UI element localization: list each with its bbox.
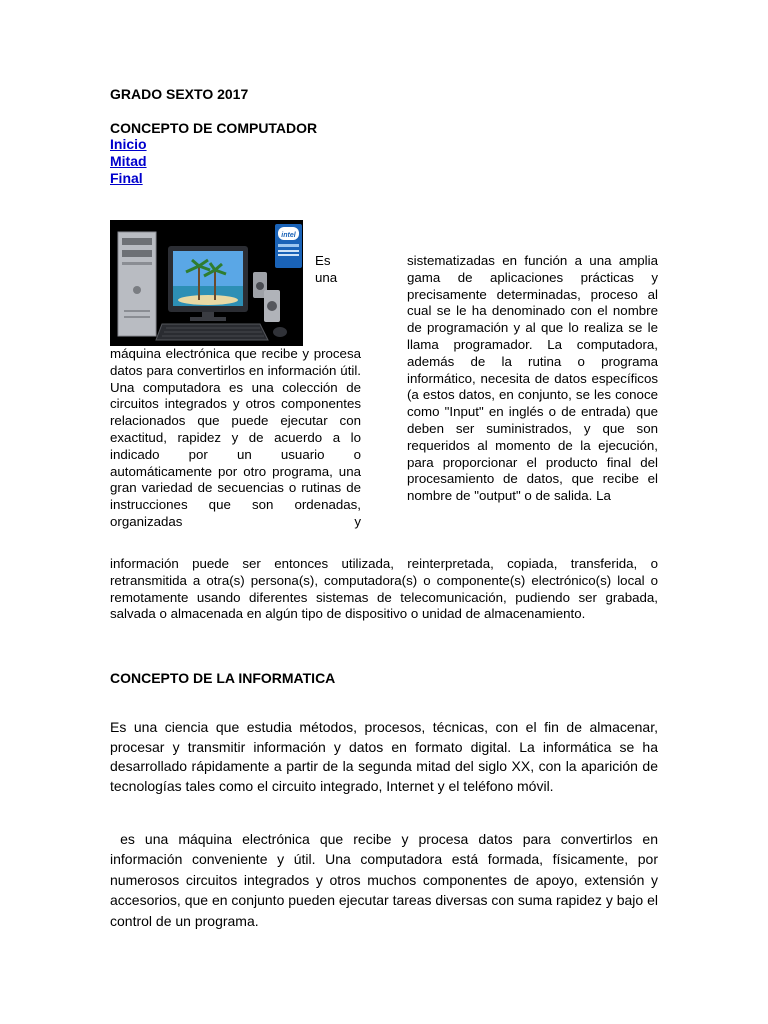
computer-photo (110, 220, 303, 346)
computadora-paragraph: es una máquina electrónica que recibe y procesa datos para convertirlos en información conveniente y útil. Una computadora está formada, físicamente, por numerosos circuitos integrados y otros muchos componentes de apoyo, extensión y accesorios, que en conjunto pueden ejecutar tareas diversas con suma rapidez y bajo el control de un programa. (110, 831, 662, 929)
desktop-computer-illustration (110, 220, 303, 346)
continuation-paragraph: información puede ser entonces utilizada, reinterpretada, copiada, transferida, o retransmitida a otra(s) persona(s), computadora(s) o componente(s) electrónico(s) local o remotamente usando diferentes sistemas de telecomunicación, pudiendo ser grabada, salvada o almacenada en algún tipo de dispositivo o unidad de almacenamiento. (110, 556, 658, 622)
link-mitad[interactable]: Mitad (110, 153, 147, 169)
link-final[interactable]: Final (110, 170, 143, 186)
section-heading-computador: CONCEPTO DE COMPUTADOR (110, 120, 318, 136)
informatica-paragraph: Es una ciencia que estudia métodos, procesos, técnicas, con el fin de almacenar, procesar y transmitir información y datos en formato digital. La informática se ha desarrollado rápidamente a partir de la segunda mitad del siglo XX, con la aparición de tecnologías tales como el circuito integrado, Internet y el teléfono móvil. (110, 719, 658, 794)
intel-badge-text: intel (281, 232, 296, 239)
right-column-text: sistematizadas en función a una amplia gama de aplicaciones prácticas y precisamente determinadas, proceso al cual se le ha denominado con el nombre de programación y al que lo realiza se le llama programador. La computadora, además de la rutina o programa informático, necesita de datos específicos (a estos datos, en conjunto, se les conoce como "Input" en inglés o de entrada) que deben ser suministrados, y que son requeridos al momento de la ejecución, para proporcionar el producto final del procesamiento de datos, que recibe el nombre de "output" o de salida. La (407, 253, 658, 504)
section-heading-informatica: CONCEPTO DE LA INFORMATICA (110, 670, 336, 686)
anchor-links (110, 136, 147, 187)
page-title: GRADO SEXTO 2017 (110, 86, 249, 102)
left-column-text: máquina electrónica que recibe y procesa datos para convertirlos en información útil. Una computadora es una colección de circuitos integrados y otros componentes relacionados que puede ejecutar con exactitud, rapidez y de acuerdo a lo indicado por un usuario o automáticamente por otro programa, una gran variedad de secuencias o rutinas de instrucciones que son ordenadas, organizadas y (110, 346, 361, 529)
intro-word-una: una (315, 270, 338, 285)
link-inicio[interactable]: Inicio (110, 136, 147, 152)
intro-word-es: Es (315, 253, 331, 268)
